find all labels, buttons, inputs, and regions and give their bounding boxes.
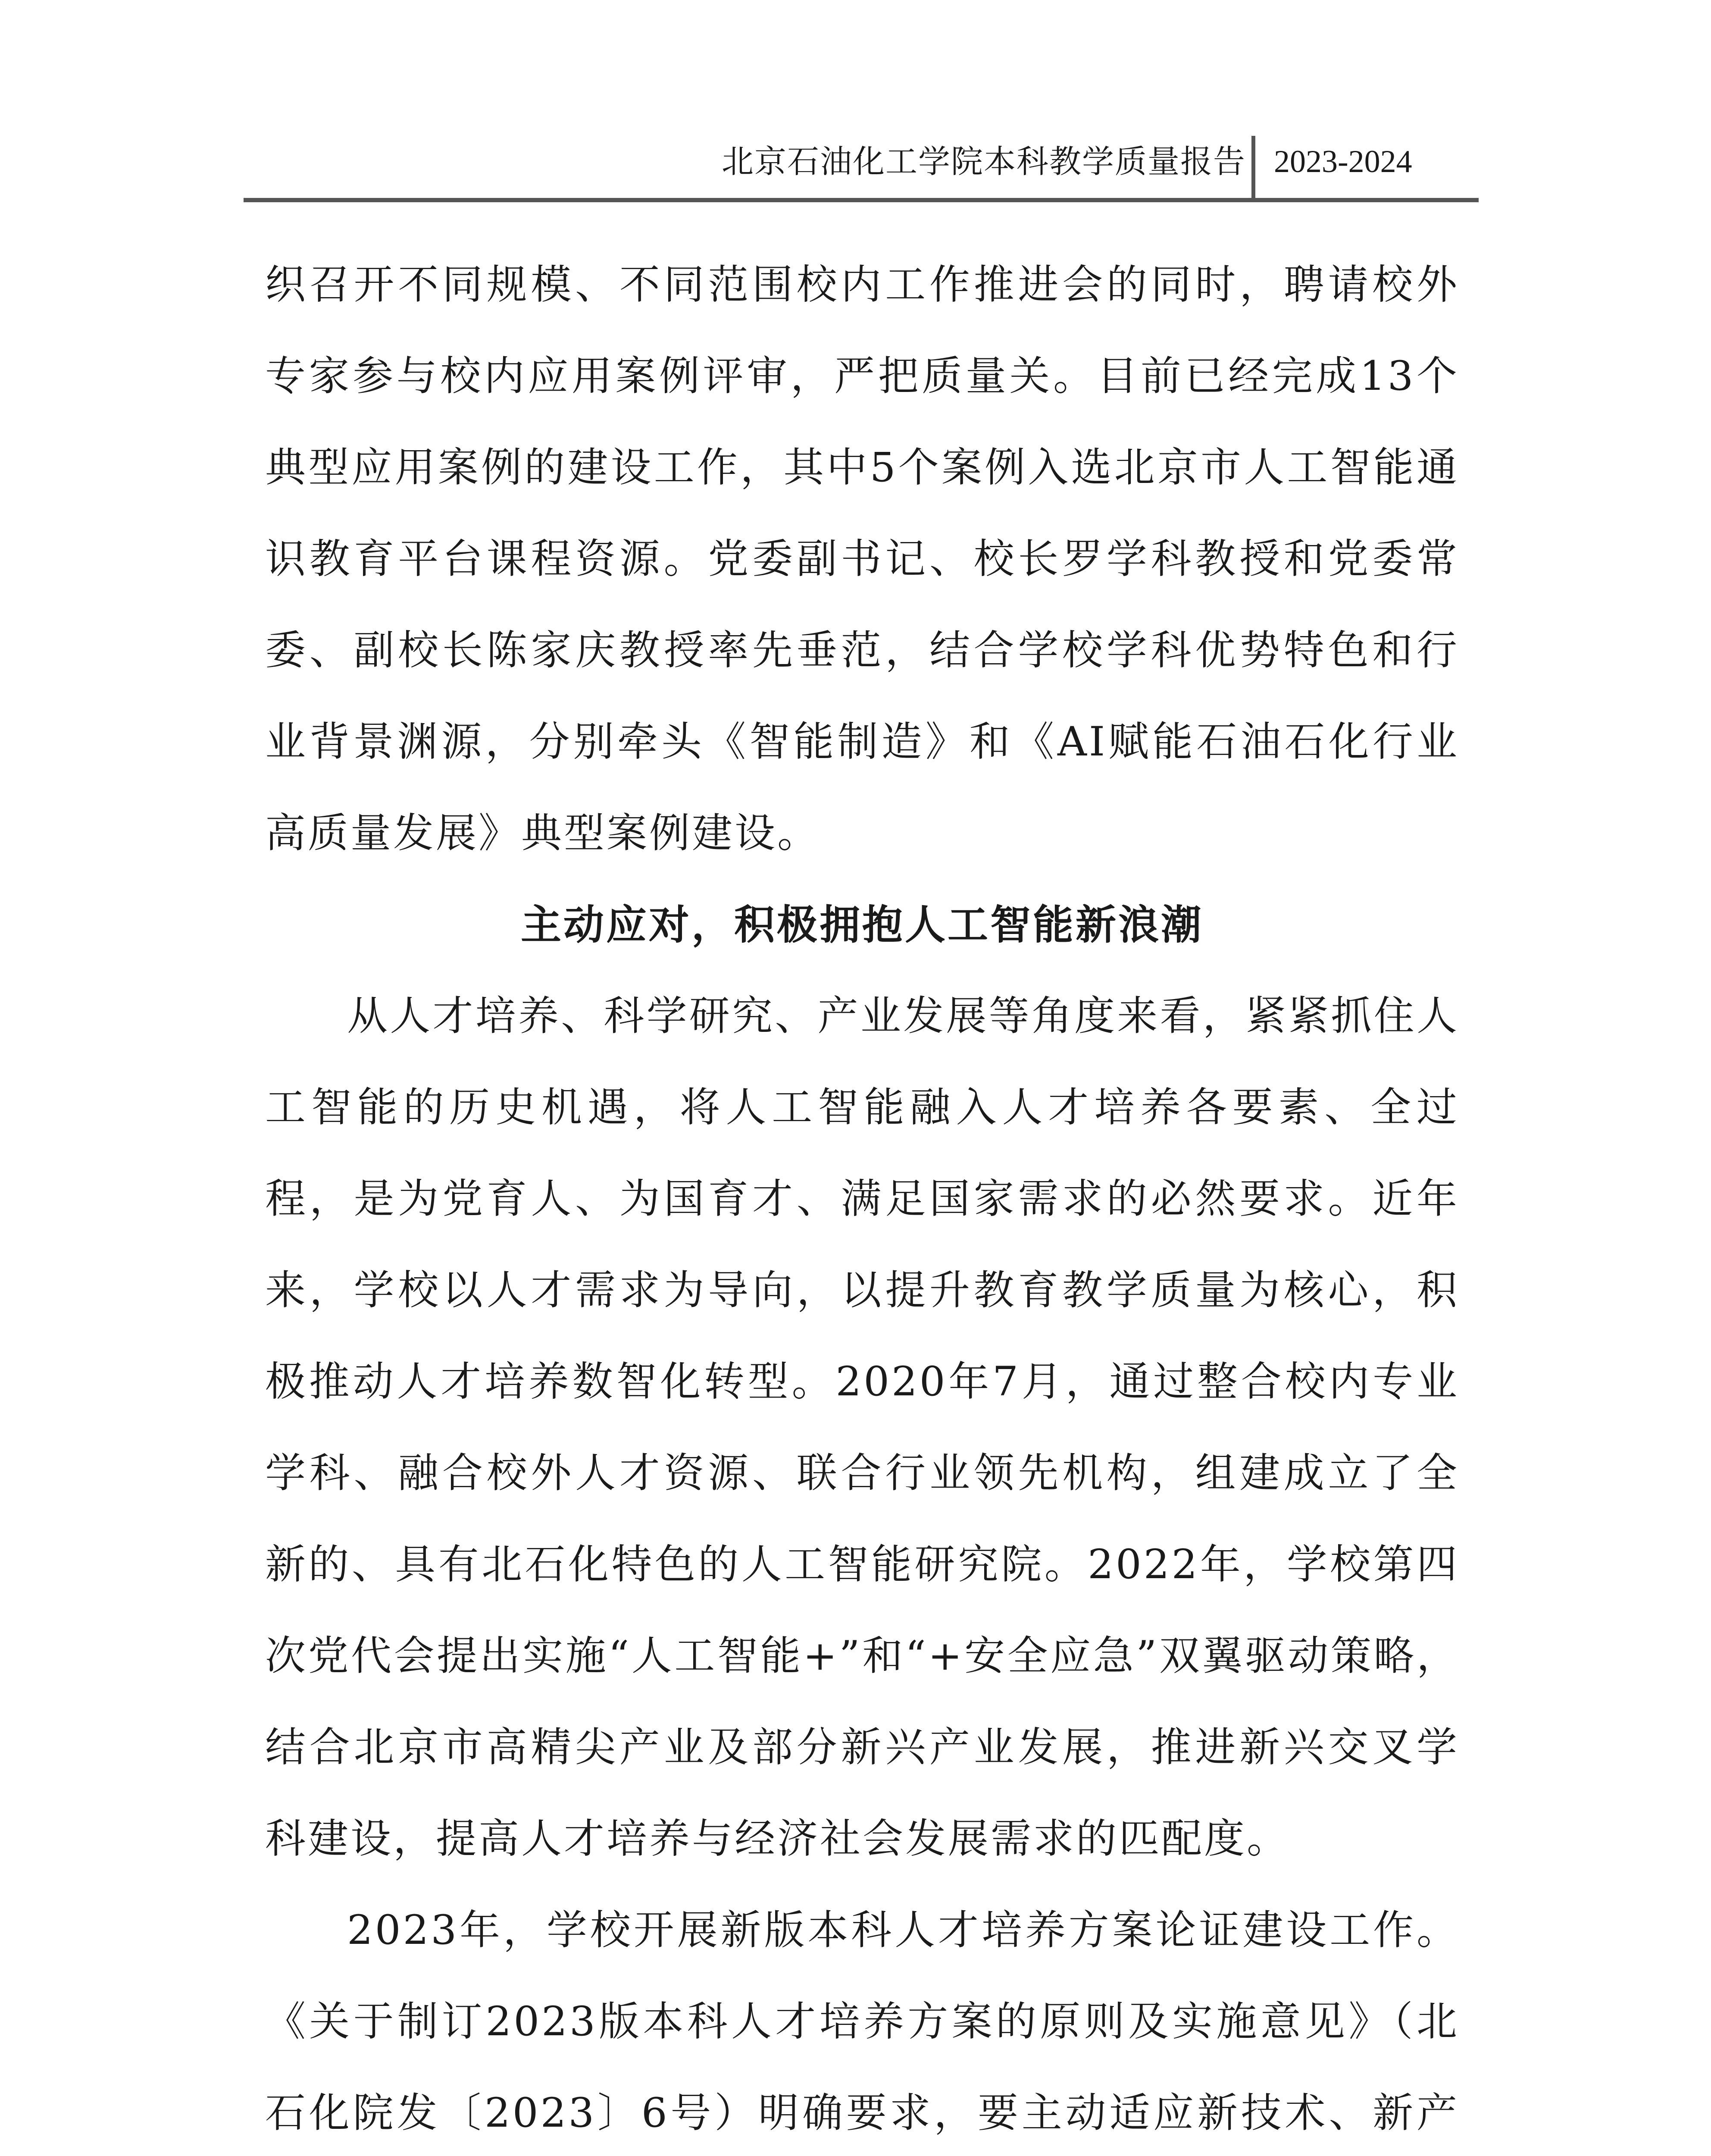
section-heading: 主动应对，积极拥抱人工智能新浪潮: [520, 901, 1204, 949]
page-header: [244, 110, 1479, 201]
report-year: 2023-2024: [1274, 144, 1412, 179]
paragraph-1: 织召开不同规模、不同范围校内工作推进会的同时，聘请校外专家参与校内应用案例评审，严把质量关。目前已经完成13个典型应用案例的建设工作，其中5个案例入选北京市人工智能通识教育平台课程资源。党委副书记、校长罗学科教授和党委常委、副校长陈家庆教授率先垂范，结合学校学科优势特色和行业背景渊源，分别牵头《智能制造》和《AI赋能石油石化行业高质量发展》典型案例建设。: [265, 261, 1459, 857]
page-body: [265, 239, 1459, 2156]
paragraph-3: 2023年，学校开展新版本科人才培养方案论证建设工作。《关于制订2023版本科人才培养方案的原则及实施意见》（北石化院发〔2023〕6号）明确要求，要主动适应新技术、新产: [265, 1907, 1459, 2137]
header-divider: [1251, 136, 1255, 201]
paragraph-2: 从人才培养、科学研究、产业发展等角度来看，紧紧抓住人工智能的历史机遇，将人工智能融入人才培养各要素、全过程，是为党育人、为国育才、满足国家需求的必然要求。近年来，学校以人才需求为导向，以提升教育教学质量为核心，积极推动人才培养数智化转型。2020年7月，通过整合校内专业学科、融合校外人才资源、联合行业领先机构，组建成立了全新的、具有北石化特色的人工智能研究院。2022年，学校第四次党代会提出实施“人工智能+”和“+安全应急”双翼驱动策略，结合北京市高精尖产业及部分新兴产业发展，推进新兴交叉学科建设，提高人才培养与经济社会发展需求的匹配度。: [265, 993, 1459, 1862]
header-rule: [244, 198, 1479, 202]
report-title: 北京石油化工学院本科教学质量报告: [722, 143, 1246, 180]
